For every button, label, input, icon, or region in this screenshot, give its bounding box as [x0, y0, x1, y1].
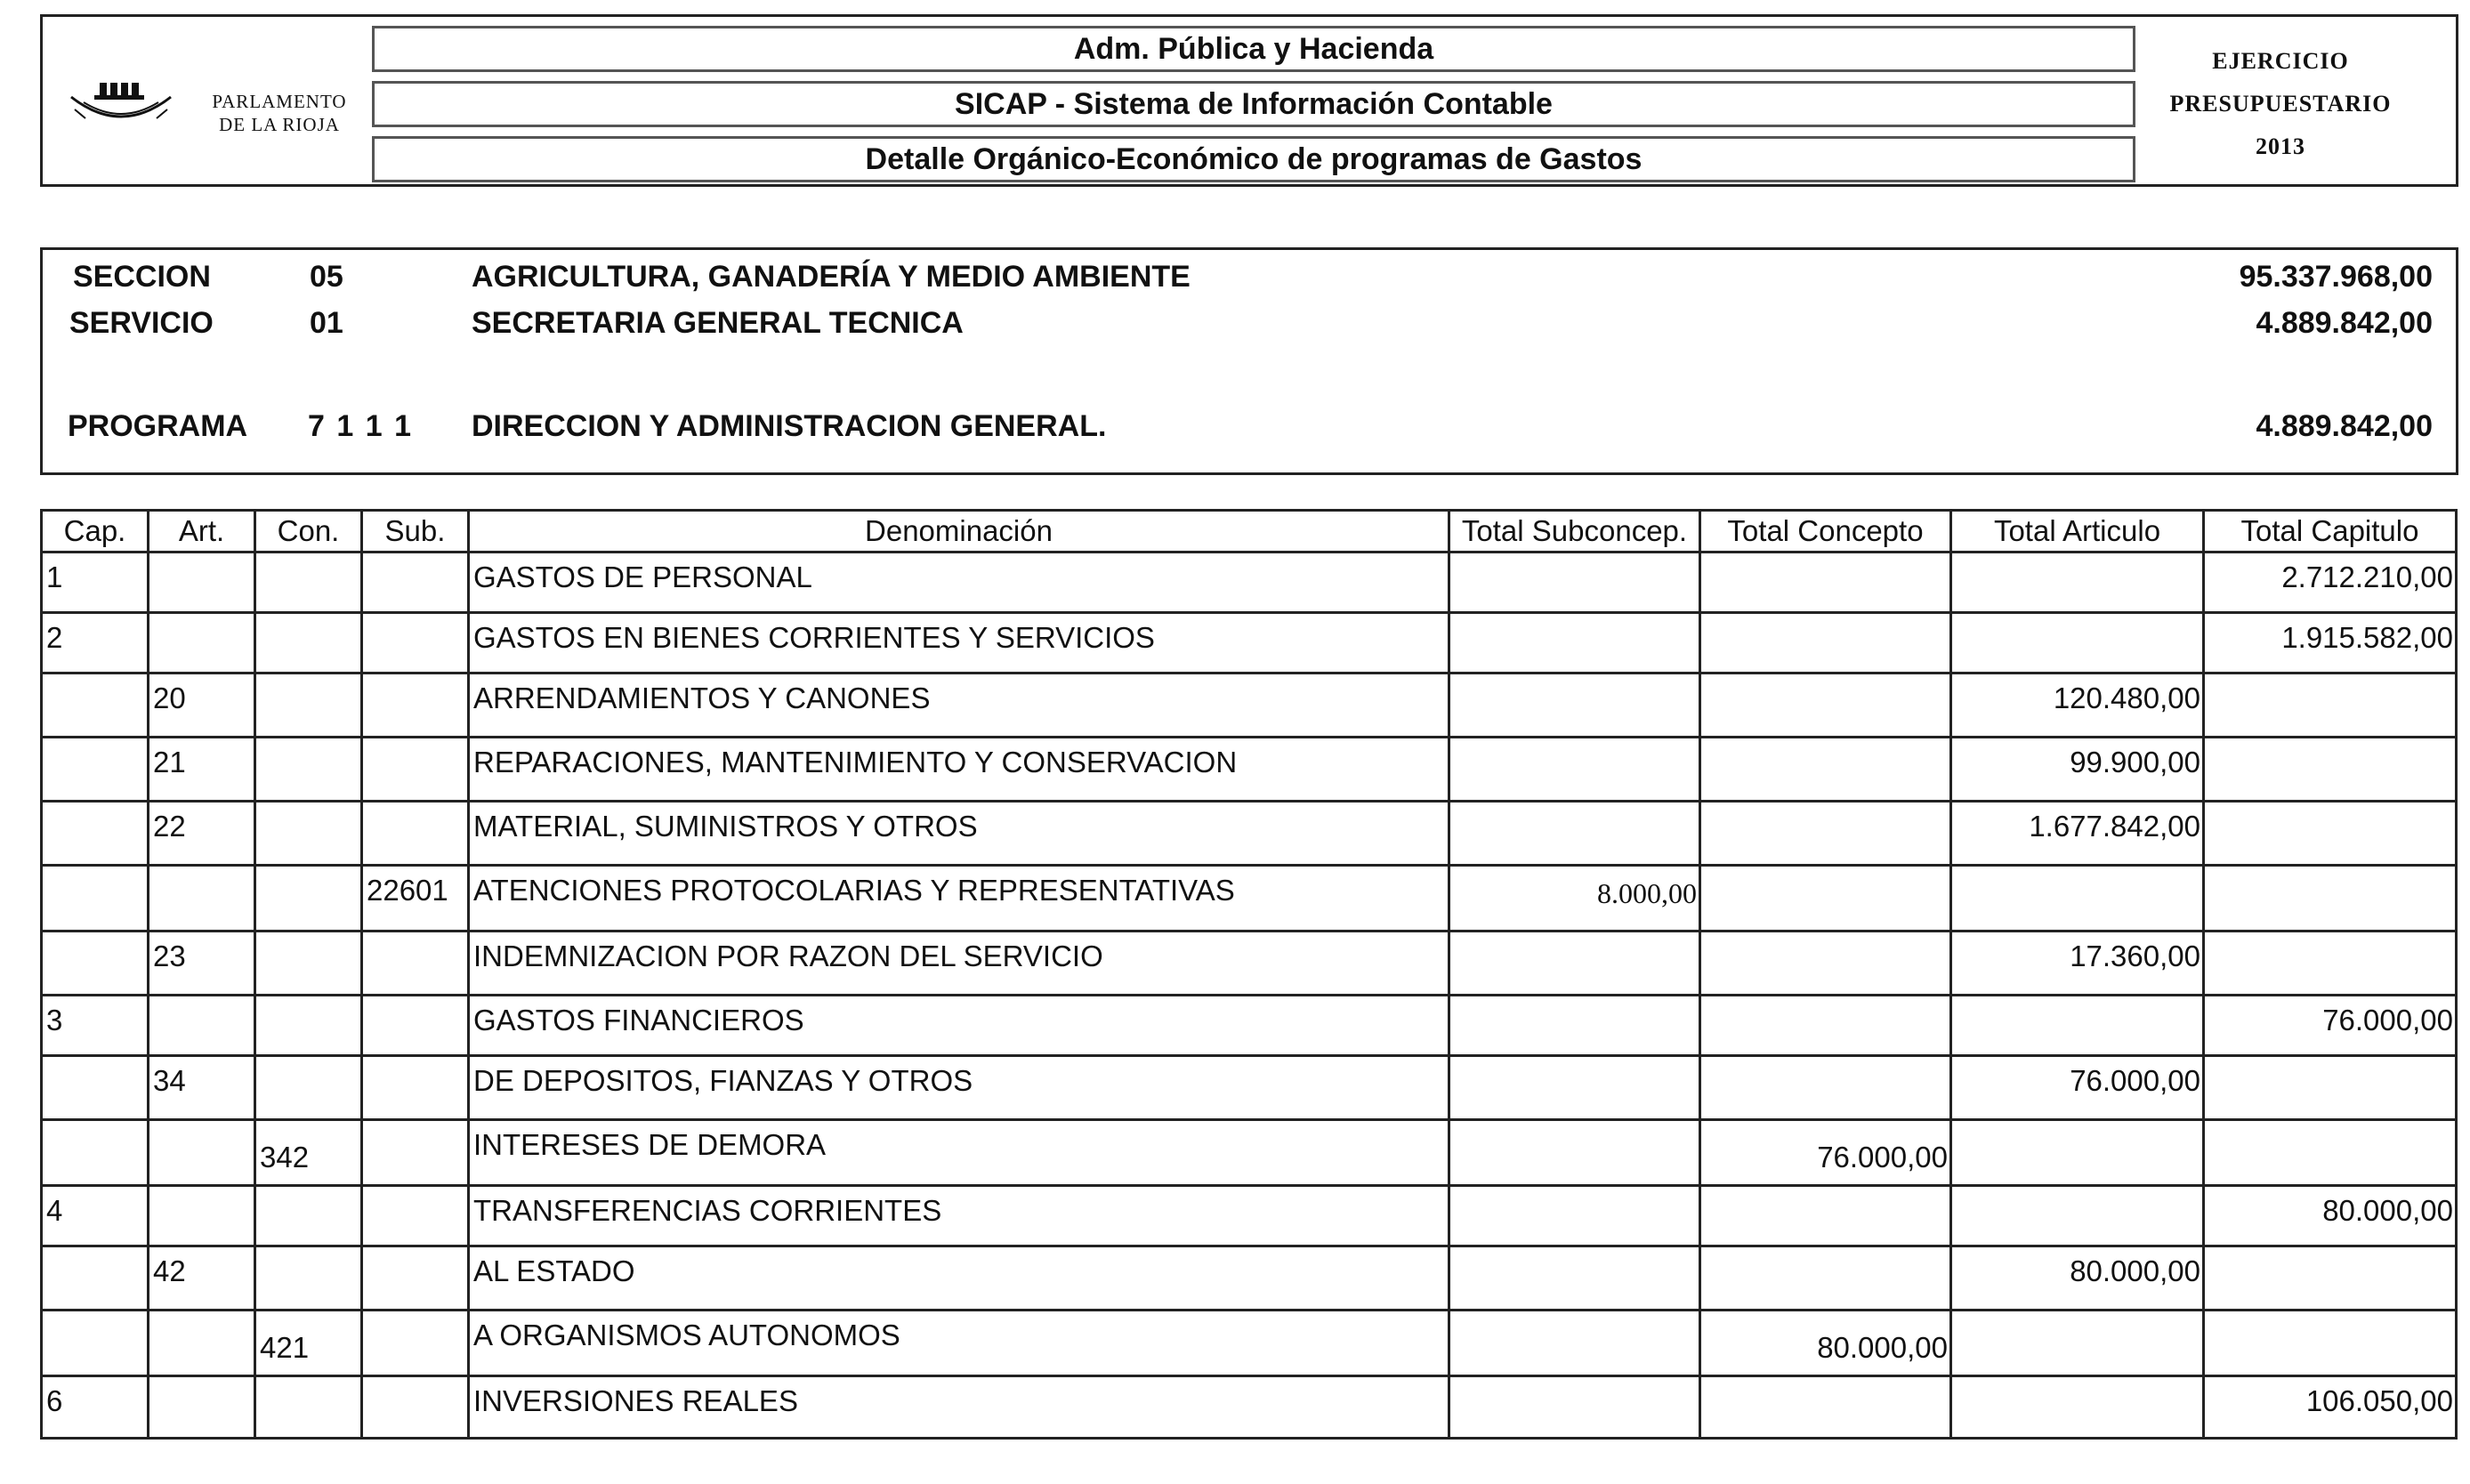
total-subconcepto-cell [1449, 1376, 1700, 1439]
table-row [42, 932, 2457, 996]
sub-cell [362, 932, 469, 996]
art-cell: 34 [149, 1056, 255, 1120]
cap-cell [42, 1120, 149, 1186]
art-cell [149, 866, 255, 932]
total-subconcepto-cell [1449, 1311, 1700, 1376]
programa-row [43, 407, 2456, 446]
con-cell: 421 [255, 1311, 362, 1376]
sub-cell [362, 1056, 469, 1120]
table-row [42, 1311, 2457, 1376]
programa-code: 7 1 1 1 [308, 409, 411, 443]
con-cell [255, 932, 362, 996]
header-title-2: SICAP - Sistema de Información Contable [372, 81, 2135, 127]
art-cell: 20 [149, 673, 255, 738]
servicio-amount: 4.889.842,00 [2256, 306, 2433, 340]
denominacion-cell: TRANSFERENCIAS CORRIENTES [469, 1186, 1449, 1246]
con-cell [255, 866, 362, 932]
con-cell [255, 802, 362, 866]
art-cell [149, 1120, 255, 1186]
col-header-total-subconcepto: Total Subconcep. [1449, 511, 1700, 552]
denominacion-cell: REPARACIONES, MANTENIMIENTO Y CONSERVACION [469, 738, 1449, 802]
total-articulo-cell: 17.360,00 [1951, 932, 2204, 996]
con-cell: 342 [255, 1120, 362, 1186]
total-subconcepto-cell [1449, 802, 1700, 866]
col-header-con: Con. [255, 511, 362, 552]
denominacion-cell: ARRENDAMIENTOS Y CANONES [469, 673, 1449, 738]
total-subconcepto-cell [1449, 738, 1700, 802]
org-name-line2: DE LA RIOJA [219, 114, 340, 135]
total-articulo-cell [1951, 866, 2204, 932]
art-cell [149, 613, 255, 673]
art-cell: 42 [149, 1246, 255, 1311]
cap-cell [42, 673, 149, 738]
org-name-line1: PARLAMENTO [212, 91, 347, 112]
total-concepto-cell [1700, 1376, 1951, 1439]
sub-cell [362, 673, 469, 738]
program-summary [40, 247, 2458, 475]
table-row [42, 1376, 2457, 1439]
cap-cell: 6 [42, 1376, 149, 1439]
total-subconcepto-cell [1449, 1186, 1700, 1246]
total-subconcepto-cell [1449, 673, 1700, 738]
denominacion-cell: INDEMNIZACION POR RAZON DEL SERVICIO [469, 932, 1449, 996]
total-concepto-cell [1700, 552, 1951, 613]
seccion-row [43, 257, 2456, 296]
sub-cell [362, 552, 469, 613]
cap-cell [42, 1056, 149, 1120]
con-cell [255, 738, 362, 802]
seccion-label: SECCION [73, 260, 211, 294]
document-header [40, 14, 2458, 187]
art-cell: 22 [149, 802, 255, 866]
total-subconcepto-cell [1449, 932, 1700, 996]
table-header-row [42, 511, 2457, 552]
art-cell [149, 1186, 255, 1246]
total-concepto-cell [1700, 996, 1951, 1056]
sub-cell [362, 1186, 469, 1246]
total-subconcepto-cell [1449, 1246, 1700, 1311]
total-articulo-cell: 80.000,00 [1951, 1246, 2204, 1311]
sub-cell [362, 738, 469, 802]
total-subconcepto-cell [1449, 1056, 1700, 1120]
programa-amount: 4.889.842,00 [2256, 409, 2433, 443]
total-articulo-cell [1951, 613, 2204, 673]
sub-cell [362, 1311, 469, 1376]
total-concepto-cell [1700, 802, 1951, 866]
art-cell [149, 996, 255, 1056]
parliament-emblem-icon [68, 70, 174, 141]
total-articulo-cell [1951, 996, 2204, 1056]
total-capitulo-cell [2204, 673, 2457, 738]
sub-cell: 22601 [362, 866, 469, 932]
total-subconcepto-cell [1449, 996, 1700, 1056]
total-subconcepto-cell [1449, 1120, 1700, 1186]
col-header-cap: Cap. [42, 511, 149, 552]
table-row [42, 552, 2457, 613]
total-concepto-cell: 80.000,00 [1700, 1311, 1951, 1376]
denominacion-cell: INVERSIONES REALES [469, 1376, 1449, 1439]
parliament-logo [68, 70, 388, 159]
total-articulo-cell [1951, 1311, 2204, 1376]
total-articulo-cell: 1.677.842,00 [1951, 802, 2204, 866]
art-cell: 23 [149, 932, 255, 996]
total-articulo-cell [1951, 1186, 2204, 1246]
table-row [42, 1246, 2457, 1311]
fiscal-year-label-1: EJERCICIO [2212, 48, 2349, 74]
fiscal-year-label-2: PRESUPUESTARIO [2169, 91, 2392, 117]
art-cell [149, 1311, 255, 1376]
total-capitulo-cell: 106.050,00 [2204, 1376, 2457, 1439]
programa-name: DIRECCION Y ADMINISTRACION GENERAL. [472, 409, 1107, 443]
programa-label: PROGRAMA [68, 409, 248, 443]
con-cell [255, 1186, 362, 1246]
cap-cell: 2 [42, 613, 149, 673]
denominacion-cell: MATERIAL, SUMINISTROS Y OTROS [469, 802, 1449, 866]
total-articulo-cell: 99.900,00 [1951, 738, 2204, 802]
total-capitulo-cell [2204, 1246, 2457, 1311]
cap-cell [42, 738, 149, 802]
denominacion-cell: GASTOS EN BIENES CORRIENTES Y SERVICIOS [469, 613, 1449, 673]
expense-table [40, 509, 2458, 1440]
total-capitulo-cell [2204, 866, 2457, 932]
col-header-total-capitulo: Total Capitulo [2204, 511, 2457, 552]
total-capitulo-cell: 2.712.210,00 [2204, 552, 2457, 613]
sub-cell [362, 1246, 469, 1311]
total-concepto-cell [1700, 738, 1951, 802]
header-title-3: Detalle Orgánico-Económico de programas de Gastos [372, 136, 2135, 182]
total-concepto-cell: 76.000,00 [1700, 1120, 1951, 1186]
cap-cell [42, 802, 149, 866]
servicio-code: 01 [310, 306, 343, 340]
total-concepto-cell [1700, 866, 1951, 932]
header-title-1: Adm. Pública y Hacienda [372, 26, 2135, 72]
col-header-art: Art. [149, 511, 255, 552]
cap-cell: 4 [42, 1186, 149, 1246]
total-capitulo-cell [2204, 932, 2457, 996]
total-concepto-cell [1700, 1246, 1951, 1311]
art-cell [149, 1376, 255, 1439]
sub-cell [362, 802, 469, 866]
art-cell [149, 552, 255, 613]
art-cell: 21 [149, 738, 255, 802]
sub-cell [362, 1376, 469, 1439]
total-subconcepto-cell [1449, 613, 1700, 673]
denominacion-cell: GASTOS FINANCIEROS [469, 996, 1449, 1056]
table-row [42, 738, 2457, 802]
cap-cell [42, 1311, 149, 1376]
col-header-total-articulo: Total Articulo [1951, 511, 2204, 552]
total-capitulo-cell [2204, 802, 2457, 866]
con-cell [255, 1376, 362, 1439]
con-cell [255, 552, 362, 613]
sub-cell [362, 996, 469, 1056]
servicio-name: SECRETARIA GENERAL TECNICA [472, 306, 964, 340]
table-row [42, 613, 2457, 673]
sub-cell [362, 1120, 469, 1186]
total-articulo-cell [1951, 552, 2204, 613]
denominacion-cell: A ORGANISMOS AUTONOMOS [469, 1311, 1449, 1376]
cap-cell: 3 [42, 996, 149, 1056]
col-header-total-concepto: Total Concepto [1700, 511, 1951, 552]
cap-cell [42, 1246, 149, 1311]
total-capitulo-cell [2204, 1056, 2457, 1120]
con-cell [255, 673, 362, 738]
denominacion-cell: DE DEPOSITOS, FIANZAS Y OTROS [469, 1056, 1449, 1120]
total-capitulo-cell [2204, 1311, 2457, 1376]
fiscal-year-block [2116, 40, 2445, 168]
con-cell [255, 996, 362, 1056]
table-row [42, 1186, 2457, 1246]
total-subconcepto-cell: 8.000,00 [1449, 866, 1700, 932]
con-cell [255, 613, 362, 673]
seccion-code: 05 [310, 260, 343, 294]
total-capitulo-cell: 76.000,00 [2204, 996, 2457, 1056]
col-header-sub: Sub. [362, 511, 469, 552]
servicio-row [43, 303, 2456, 343]
total-capitulo-cell: 1.915.582,00 [2204, 613, 2457, 673]
total-concepto-cell [1700, 613, 1951, 673]
total-articulo-cell: 120.480,00 [1951, 673, 2204, 738]
con-cell [255, 1246, 362, 1311]
total-concepto-cell [1700, 673, 1951, 738]
table-row [42, 673, 2457, 738]
denominacion-cell: INTERESES DE DEMORA [469, 1120, 1449, 1186]
total-subconcepto-cell [1449, 552, 1700, 613]
seccion-amount: 95.337.968,00 [2239, 260, 2433, 294]
servicio-label: SERVICIO [69, 306, 214, 340]
total-capitulo-cell [2204, 738, 2457, 802]
cap-cell: 1 [42, 552, 149, 613]
table-row [42, 1120, 2457, 1186]
total-capitulo-cell: 80.000,00 [2204, 1186, 2457, 1246]
denominacion-cell: ATENCIONES PROTOCOLARIAS Y REPRESENTATIVAS [469, 866, 1449, 932]
total-concepto-cell [1700, 1056, 1951, 1120]
total-concepto-cell [1700, 1186, 1951, 1246]
table-row [42, 866, 2457, 932]
col-header-denominacion: Denominación [469, 511, 1449, 552]
con-cell [255, 1056, 362, 1120]
sub-cell [362, 613, 469, 673]
cap-cell [42, 932, 149, 996]
total-concepto-cell [1700, 932, 1951, 996]
denominacion-cell: GASTOS DE PERSONAL [469, 552, 1449, 613]
total-articulo-cell [1951, 1376, 2204, 1439]
fiscal-year: 2013 [2256, 133, 2305, 159]
total-articulo-cell: 76.000,00 [1951, 1056, 2204, 1120]
seccion-name: AGRICULTURA, GANADERÍA Y MEDIO AMBIENTE [472, 260, 1191, 294]
cap-cell [42, 866, 149, 932]
table-row [42, 996, 2457, 1056]
table-row [42, 802, 2457, 866]
total-capitulo-cell [2204, 1120, 2457, 1186]
total-articulo-cell [1951, 1120, 2204, 1186]
table-row [42, 1056, 2457, 1120]
denominacion-cell: AL ESTADO [469, 1246, 1449, 1311]
